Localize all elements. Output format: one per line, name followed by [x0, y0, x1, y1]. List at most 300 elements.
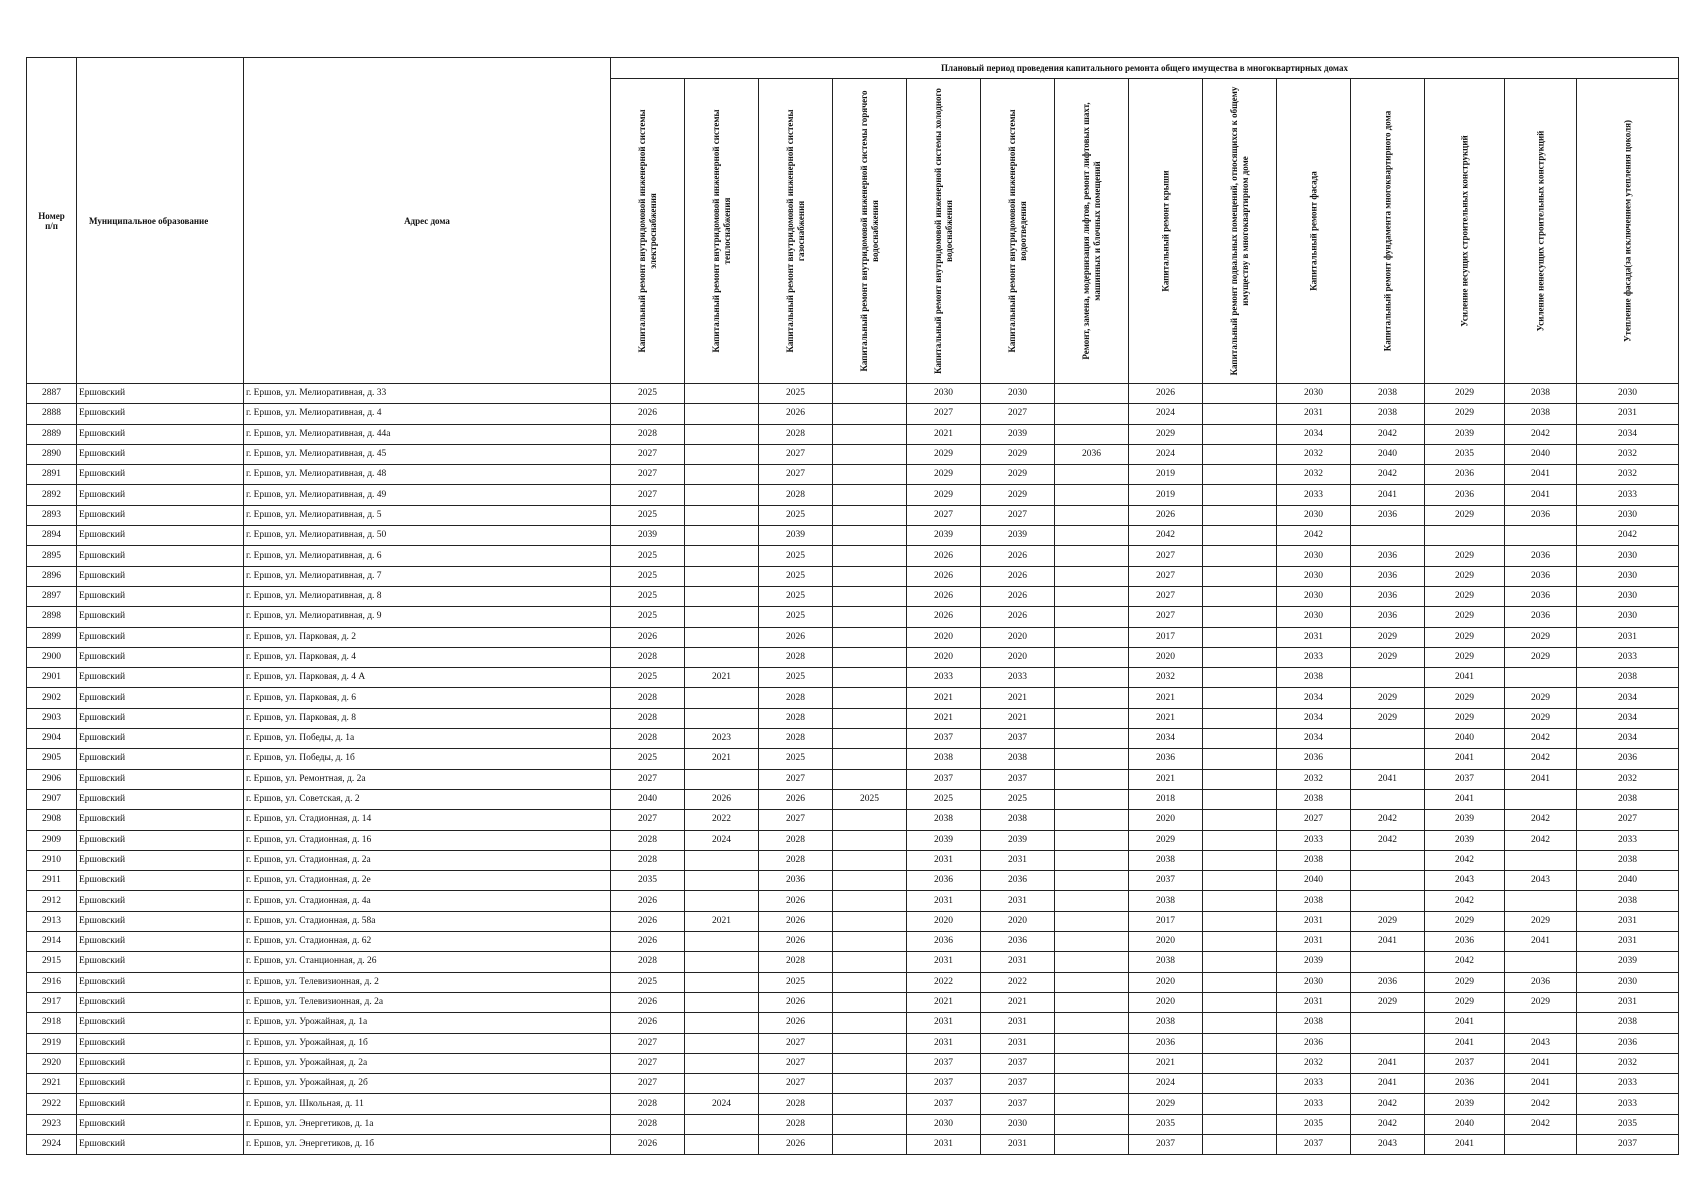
row-year-cell — [833, 404, 907, 424]
table-row — [27, 424, 1679, 444]
row-year-cell: 2029 — [1425, 708, 1505, 728]
row-year-cell — [1351, 729, 1425, 749]
row-year-cell — [1203, 911, 1277, 931]
row-year-cell: 2034 — [1577, 688, 1679, 708]
row-year-cell — [685, 384, 759, 404]
header-work-label: Ремонт, замена, модернизация лифтов, ремонт лифтовых шахт, машинных и блочных помещений — [1080, 102, 1102, 360]
row-year-cell: 2025 — [611, 607, 685, 627]
row-year-cell — [833, 546, 907, 566]
row-year-cell — [1203, 1053, 1277, 1073]
row-year-cell: 2039 — [981, 526, 1055, 546]
row-year-cell: 2042 — [1351, 424, 1425, 444]
row-address: г. Ершов, ул. Мелиоративная, д. 9 — [244, 607, 611, 627]
row-year-cell: 2027 — [611, 444, 685, 464]
row-year-cell — [1351, 952, 1425, 972]
table-row — [27, 911, 1679, 931]
table-row — [27, 566, 1679, 586]
table-row — [27, 404, 1679, 424]
row-year-cell — [685, 1114, 759, 1134]
row-year-cell — [1203, 932, 1277, 952]
row-year-cell — [1055, 384, 1129, 404]
row-number: 2896 — [27, 566, 77, 586]
row-year-cell: 2031 — [1277, 627, 1351, 647]
row-year-cell: 2033 — [1277, 647, 1351, 667]
row-year-cell — [1505, 891, 1577, 911]
row-number: 2889 — [27, 424, 77, 444]
row-year-cell — [685, 1033, 759, 1053]
row-year-cell: 2030 — [1277, 384, 1351, 404]
row-year-cell: 2032 — [1277, 465, 1351, 485]
row-year-cell: 2028 — [759, 708, 833, 728]
row-year-cell — [1351, 1033, 1425, 1053]
row-year-cell: 2042 — [1425, 850, 1505, 870]
table-row — [27, 749, 1679, 769]
row-number: 2910 — [27, 850, 77, 870]
header-work-9 — [1203, 79, 1277, 384]
row-year-cell: 2024 — [1129, 404, 1203, 424]
row-year-cell: 2027 — [611, 485, 685, 505]
row-year-cell: 2025 — [611, 668, 685, 688]
row-year-cell: 2039 — [1277, 952, 1351, 972]
row-year-cell: 2040 — [1425, 1114, 1505, 1134]
row-year-cell: 2041 — [1351, 932, 1425, 952]
row-year-cell — [1203, 972, 1277, 992]
row-number: 2922 — [27, 1094, 77, 1114]
row-year-cell: 2041 — [1425, 1033, 1505, 1053]
row-number: 2924 — [27, 1134, 77, 1154]
table-row — [27, 830, 1679, 850]
row-year-cell: 2028 — [611, 850, 685, 870]
row-year-cell: 2032 — [1129, 668, 1203, 688]
table-row — [27, 871, 1679, 891]
row-year-cell: 2030 — [981, 1114, 1055, 1134]
row-number: 2916 — [27, 972, 77, 992]
row-year-cell — [1203, 810, 1277, 830]
row-year-cell: 2036 — [1055, 444, 1129, 464]
row-number: 2887 — [27, 384, 77, 404]
row-number: 2895 — [27, 546, 77, 566]
row-year-cell: 2039 — [1425, 424, 1505, 444]
row-year-cell: 2029 — [1505, 708, 1577, 728]
row-year-cell: 2035 — [1577, 1114, 1679, 1134]
row-year-cell: 2032 — [1577, 1053, 1679, 1073]
row-year-cell: 2030 — [1277, 972, 1351, 992]
row-municipality: Ершовский — [77, 627, 244, 647]
row-year-cell: 2039 — [1425, 830, 1505, 850]
row-year-cell: 2029 — [1425, 992, 1505, 1012]
row-year-cell: 2034 — [1577, 729, 1679, 749]
row-year-cell: 2027 — [981, 404, 1055, 424]
row-number: 2899 — [27, 627, 77, 647]
header-work-12 — [1425, 79, 1505, 384]
row-municipality: Ершовский — [77, 850, 244, 870]
row-year-cell — [685, 871, 759, 891]
row-year-cell: 2024 — [685, 1094, 759, 1114]
row-year-cell: 2042 — [1351, 1094, 1425, 1114]
row-year-cell: 2029 — [907, 444, 981, 464]
row-year-cell: 2029 — [1425, 627, 1505, 647]
row-address: г. Ершов, ул. Урожайная, д. 2б — [244, 1074, 611, 1094]
row-year-cell: 2031 — [981, 1033, 1055, 1053]
row-year-cell — [685, 586, 759, 606]
row-year-cell: 2037 — [1129, 1134, 1203, 1154]
row-number: 2902 — [27, 688, 77, 708]
row-year-cell: 2021 — [1129, 1053, 1203, 1073]
row-year-cell — [685, 465, 759, 485]
row-year-cell: 2030 — [1277, 546, 1351, 566]
row-year-cell: 2041 — [1505, 1053, 1577, 1073]
row-year-cell: 2029 — [1505, 647, 1577, 667]
row-address: г. Ершов, ул. Стадионная, д. 2а — [244, 850, 611, 870]
row-year-cell: 2029 — [1425, 586, 1505, 606]
row-year-cell — [1055, 505, 1129, 525]
table-row — [27, 1013, 1679, 1033]
table-row — [27, 1033, 1679, 1053]
row-year-cell — [685, 952, 759, 972]
row-year-cell — [685, 1053, 759, 1073]
row-year-cell: 2029 — [1351, 708, 1425, 728]
row-year-cell — [1351, 850, 1425, 870]
row-year-cell: 2030 — [1277, 505, 1351, 525]
row-year-cell: 2037 — [1277, 1134, 1351, 1154]
row-year-cell — [1203, 850, 1277, 870]
row-year-cell: 2028 — [759, 424, 833, 444]
row-year-cell: 2027 — [611, 769, 685, 789]
row-year-cell: 2038 — [1505, 384, 1577, 404]
row-year-cell: 2041 — [1425, 749, 1505, 769]
header-work-3 — [759, 79, 833, 384]
header-number: Номер п/п — [27, 58, 77, 384]
row-year-cell — [1203, 566, 1277, 586]
row-year-cell: 2025 — [759, 384, 833, 404]
row-year-cell: 2020 — [981, 627, 1055, 647]
row-year-cell: 2026 — [907, 607, 981, 627]
row-year-cell — [1203, 688, 1277, 708]
row-year-cell — [1055, 972, 1129, 992]
row-year-cell: 2036 — [1425, 465, 1505, 485]
row-year-cell: 2029 — [1505, 911, 1577, 931]
row-year-cell: 2039 — [759, 526, 833, 546]
row-year-cell: 2042 — [1505, 729, 1577, 749]
row-municipality: Ершовский — [77, 424, 244, 444]
row-number: 2920 — [27, 1053, 77, 1073]
table-row — [27, 627, 1679, 647]
row-year-cell: 2026 — [907, 586, 981, 606]
row-year-cell: 2037 — [1129, 871, 1203, 891]
row-year-cell — [1055, 688, 1129, 708]
row-municipality: Ершовский — [77, 1134, 244, 1154]
row-year-cell — [685, 505, 759, 525]
row-municipality: Ершовский — [77, 952, 244, 972]
row-municipality: Ершовский — [77, 505, 244, 525]
row-year-cell — [1505, 850, 1577, 870]
row-year-cell: 2036 — [1277, 1033, 1351, 1053]
row-year-cell: 2026 — [981, 607, 1055, 627]
row-year-cell: 2027 — [759, 810, 833, 830]
row-year-cell: 2040 — [1577, 871, 1679, 891]
row-year-cell: 2034 — [1277, 729, 1351, 749]
row-year-cell: 2030 — [1277, 586, 1351, 606]
row-year-cell — [1055, 789, 1129, 809]
row-year-cell: 2032 — [1277, 769, 1351, 789]
header-work-4 — [833, 79, 907, 384]
row-year-cell: 2043 — [1505, 1033, 1577, 1053]
row-municipality: Ершовский — [77, 566, 244, 586]
row-address: г. Ершов, ул. Стадионная, д. 4а — [244, 891, 611, 911]
row-address: г. Ершов, ул. Урожайная, д. 2а — [244, 1053, 611, 1073]
row-year-cell — [685, 424, 759, 444]
row-number: 2915 — [27, 952, 77, 972]
row-year-cell — [1055, 526, 1129, 546]
row-year-cell — [1505, 1013, 1577, 1033]
row-year-cell — [1055, 627, 1129, 647]
row-year-cell: 2026 — [611, 1134, 685, 1154]
row-municipality: Ершовский — [77, 992, 244, 1012]
row-municipality: Ершовский — [77, 668, 244, 688]
row-number: 2903 — [27, 708, 77, 728]
row-year-cell: 2041 — [1351, 1074, 1425, 1094]
row-year-cell: 2024 — [1129, 444, 1203, 464]
row-number: 2900 — [27, 647, 77, 667]
row-address: г. Ершов, ул. Телевизионная, д. 2 — [244, 972, 611, 992]
row-year-cell: 2026 — [611, 992, 685, 1012]
capital-repair-table-sheet — [26, 57, 1679, 1155]
row-year-cell: 2040 — [1277, 871, 1351, 891]
row-year-cell: 2036 — [1505, 546, 1577, 566]
row-year-cell — [1055, 871, 1129, 891]
row-year-cell: 2028 — [759, 729, 833, 749]
row-year-cell — [1203, 607, 1277, 627]
row-year-cell: 2029 — [1425, 505, 1505, 525]
row-year-cell: 2039 — [907, 526, 981, 546]
table-row — [27, 1053, 1679, 1073]
row-year-cell: 2026 — [759, 789, 833, 809]
row-year-cell: 2039 — [611, 526, 685, 546]
row-year-cell: 2029 — [1351, 688, 1425, 708]
row-year-cell — [1351, 1013, 1425, 1033]
row-year-cell: 2019 — [1129, 485, 1203, 505]
row-year-cell — [1351, 749, 1425, 769]
row-number: 2905 — [27, 749, 77, 769]
row-year-cell: 2025 — [611, 566, 685, 586]
header-planned-period: Плановый период проведения капитального ремонта общего имущества в многоквартирных домах — [611, 58, 1679, 79]
row-year-cell — [833, 424, 907, 444]
row-year-cell: 2030 — [1577, 566, 1679, 586]
row-year-cell: 2021 — [981, 992, 1055, 1012]
row-year-cell — [1203, 1013, 1277, 1033]
row-year-cell: 2026 — [611, 911, 685, 931]
row-municipality: Ершовский — [77, 465, 244, 485]
row-year-cell — [1203, 384, 1277, 404]
row-year-cell: 2042 — [1351, 810, 1425, 830]
row-year-cell — [1055, 1134, 1129, 1154]
row-year-cell — [1351, 891, 1425, 911]
row-year-cell — [1055, 607, 1129, 627]
row-year-cell: 2039 — [907, 830, 981, 850]
row-year-cell: 2037 — [907, 769, 981, 789]
row-municipality: Ершовский — [77, 526, 244, 546]
row-address: г. Ершов, ул. Советская, д. 2 — [244, 789, 611, 809]
row-year-cell: 2031 — [1277, 404, 1351, 424]
row-year-cell: 2027 — [611, 465, 685, 485]
row-year-cell — [833, 729, 907, 749]
row-address: г. Ершов, ул. Урожайная, д. 1а — [244, 1013, 611, 1033]
row-year-cell: 2031 — [981, 850, 1055, 870]
row-year-cell: 2030 — [1577, 505, 1679, 525]
row-year-cell — [1203, 952, 1277, 972]
row-year-cell — [833, 850, 907, 870]
row-year-cell: 2041 — [1425, 668, 1505, 688]
row-year-cell: 2029 — [1425, 546, 1505, 566]
row-year-cell: 2032 — [1577, 769, 1679, 789]
row-municipality: Ершовский — [77, 1114, 244, 1134]
row-year-cell — [833, 1013, 907, 1033]
row-address: г. Ершов, ул. Парковая, д. 2 — [244, 627, 611, 647]
row-year-cell: 2036 — [1351, 505, 1425, 525]
row-year-cell — [1351, 871, 1425, 891]
row-year-cell: 2038 — [1577, 1013, 1679, 1033]
row-year-cell: 2028 — [611, 1094, 685, 1114]
row-year-cell: 2043 — [1351, 1134, 1425, 1154]
row-year-cell: 2029 — [1351, 911, 1425, 931]
row-year-cell — [1203, 485, 1277, 505]
row-year-cell: 2027 — [611, 1033, 685, 1053]
row-year-cell: 2027 — [759, 444, 833, 464]
row-year-cell: 2026 — [981, 586, 1055, 606]
row-year-cell: 2026 — [611, 1013, 685, 1033]
row-year-cell: 2031 — [981, 952, 1055, 972]
row-year-cell: 2021 — [981, 708, 1055, 728]
row-year-cell: 2020 — [907, 911, 981, 931]
row-year-cell — [1203, 505, 1277, 525]
row-year-cell: 2041 — [1505, 465, 1577, 485]
row-year-cell: 2025 — [611, 972, 685, 992]
row-year-cell: 2039 — [1425, 1094, 1505, 1114]
row-municipality: Ершовский — [77, 444, 244, 464]
row-address: г. Ершов, ул. Мелиоративная, д. 4 — [244, 404, 611, 424]
row-municipality: Ершовский — [77, 769, 244, 789]
row-address: г. Ершов, ул. Стадионная, д. 14 — [244, 810, 611, 830]
row-year-cell: 2030 — [1577, 607, 1679, 627]
row-year-cell — [1351, 789, 1425, 809]
row-year-cell — [1055, 1114, 1129, 1134]
row-year-cell: 2036 — [1351, 546, 1425, 566]
row-year-cell — [1055, 424, 1129, 444]
row-year-cell: 2039 — [1577, 952, 1679, 972]
row-year-cell: 2042 — [1425, 952, 1505, 972]
row-year-cell — [833, 972, 907, 992]
row-year-cell: 2043 — [1505, 871, 1577, 891]
table-row — [27, 891, 1679, 911]
table-row — [27, 729, 1679, 749]
row-year-cell: 2042 — [1505, 1114, 1577, 1134]
row-year-cell: 2029 — [1351, 647, 1425, 667]
row-year-cell: 2025 — [981, 789, 1055, 809]
row-year-cell: 2038 — [1277, 891, 1351, 911]
row-year-cell: 2025 — [759, 566, 833, 586]
header-work-8 — [1129, 79, 1203, 384]
row-year-cell: 2029 — [1425, 972, 1505, 992]
header-municipality: Муниципальное образование — [77, 58, 244, 384]
row-year-cell — [685, 1013, 759, 1033]
row-year-cell: 2029 — [1425, 688, 1505, 708]
row-year-cell — [685, 932, 759, 952]
row-year-cell: 2041 — [1425, 789, 1505, 809]
row-year-cell: 2037 — [981, 769, 1055, 789]
row-year-cell: 2038 — [1577, 850, 1679, 870]
row-year-cell — [833, 708, 907, 728]
row-number: 2921 — [27, 1074, 77, 1094]
row-year-cell — [1203, 465, 1277, 485]
row-year-cell: 2029 — [907, 485, 981, 505]
row-municipality: Ершовский — [77, 871, 244, 891]
row-number: 2890 — [27, 444, 77, 464]
row-year-cell: 2038 — [1577, 789, 1679, 809]
row-address: г. Ершов, ул. Ремонтная, д. 2а — [244, 769, 611, 789]
row-year-cell — [833, 526, 907, 546]
row-year-cell: 2039 — [981, 830, 1055, 850]
row-year-cell — [1203, 1094, 1277, 1114]
row-year-cell — [1055, 891, 1129, 911]
row-year-cell: 2035 — [1277, 1114, 1351, 1134]
row-year-cell: 2031 — [907, 850, 981, 870]
table-row — [27, 769, 1679, 789]
row-year-cell — [1055, 850, 1129, 870]
row-municipality: Ершовский — [77, 404, 244, 424]
row-year-cell — [1203, 830, 1277, 850]
row-year-cell: 2029 — [1129, 830, 1203, 850]
row-year-cell — [1203, 789, 1277, 809]
row-year-cell — [833, 810, 907, 830]
row-year-cell: 2033 — [1277, 1074, 1351, 1094]
row-year-cell: 2026 — [611, 891, 685, 911]
row-year-cell — [833, 769, 907, 789]
row-year-cell: 2021 — [907, 424, 981, 444]
row-year-cell: 2040 — [1505, 444, 1577, 464]
row-municipality: Ершовский — [77, 789, 244, 809]
row-number: 2917 — [27, 992, 77, 1012]
row-municipality: Ершовский — [77, 1053, 244, 1073]
row-year-cell: 2031 — [907, 1134, 981, 1154]
row-year-cell — [1203, 769, 1277, 789]
table-row — [27, 1114, 1679, 1134]
row-municipality: Ершовский — [77, 485, 244, 505]
row-year-cell: 2042 — [1425, 891, 1505, 911]
row-year-cell — [1203, 1074, 1277, 1094]
header-address: Адрес дома — [244, 58, 611, 384]
row-year-cell — [1203, 729, 1277, 749]
row-year-cell: 2035 — [1425, 444, 1505, 464]
row-year-cell — [833, 688, 907, 708]
row-year-cell — [685, 708, 759, 728]
row-year-cell: 2026 — [611, 404, 685, 424]
row-year-cell — [1055, 769, 1129, 789]
row-year-cell: 2042 — [1351, 1114, 1425, 1134]
row-year-cell: 2021 — [685, 668, 759, 688]
row-year-cell: 2036 — [1505, 586, 1577, 606]
header-work-13 — [1505, 79, 1577, 384]
row-year-cell: 2030 — [1277, 566, 1351, 586]
row-year-cell — [833, 1094, 907, 1114]
row-year-cell: 2031 — [907, 1013, 981, 1033]
row-year-cell: 2033 — [1577, 830, 1679, 850]
row-year-cell: 2025 — [759, 749, 833, 769]
row-address: г. Ершов, ул. Стадионная, д. 16 — [244, 830, 611, 850]
row-year-cell: 2041 — [1351, 1053, 1425, 1073]
row-year-cell: 2028 — [759, 952, 833, 972]
row-number: 2898 — [27, 607, 77, 627]
row-municipality: Ершовский — [77, 546, 244, 566]
